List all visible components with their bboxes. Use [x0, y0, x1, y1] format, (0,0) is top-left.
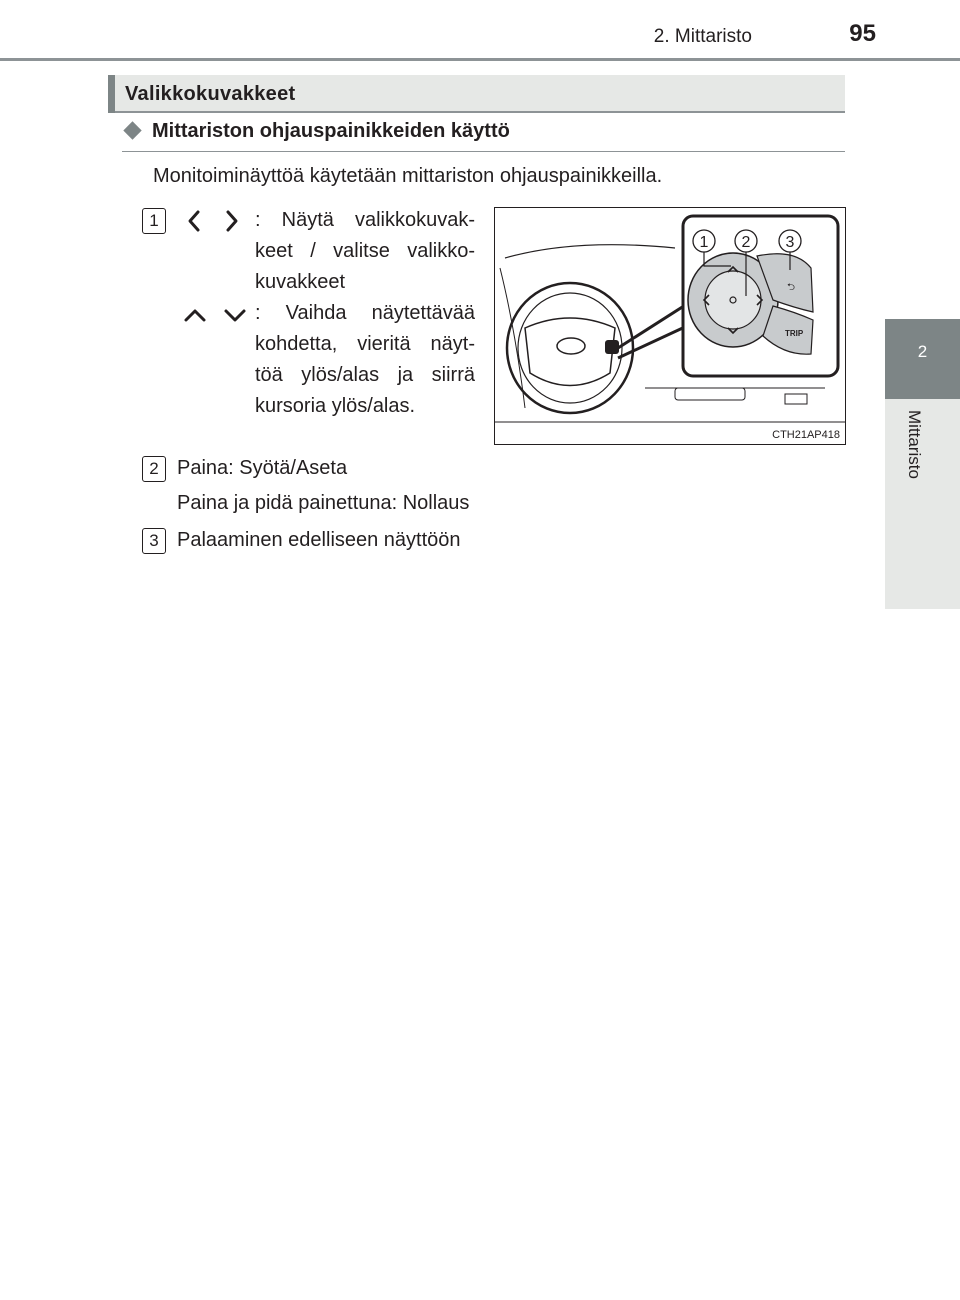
item-number-1: 1: [142, 208, 166, 234]
header-rule: [0, 58, 960, 61]
callout-3: 3: [785, 234, 795, 251]
intro-text: Monitoiminäyttöä käytetään mittariston ohjauspainikkeilla.: [153, 165, 663, 187]
chapter-tab-number: 2: [917, 342, 928, 361]
chevron-down-icon: [226, 311, 244, 320]
steering-wheel-illustration: [494, 207, 846, 445]
section-heading-accent: [108, 75, 115, 113]
chevron-up-icon: [186, 311, 204, 320]
chevron-up-down-icons: [182, 306, 248, 326]
item-2-line-2: Paina ja pidä painettuna: Nollaus: [177, 492, 470, 514]
subsection-rule: [122, 151, 845, 152]
callout-1: 1: [699, 234, 709, 251]
chevron-left-right-icons: [186, 208, 246, 234]
trip-button-label: TRIP: [785, 329, 804, 338]
item-number-3: 3: [142, 528, 166, 554]
svg-text:⮌: ⮌: [787, 282, 796, 293]
callout-2: 2: [741, 234, 751, 251]
subsection-title: Mittariston ohjauspainikkeiden käyttö: [152, 120, 510, 142]
chapter-tab-label: Mittaristo: [905, 410, 924, 479]
item-1-left-right-description: : Näytä valikkokuvak- keet / valitse valikko- kuvakkeet: [255, 209, 475, 293]
chevron-right-icon: [228, 212, 236, 230]
item-1-up-down-description: : Vaihda näytettävää kohdetta, vieritä näyt- töä ylös/alas ja siirrä kursoria ylös/alas.: [255, 302, 475, 417]
item-number-2: 2: [142, 456, 166, 482]
running-header-section: 2. Mittaristo: [653, 26, 752, 47]
page-number: 95: [849, 20, 876, 47]
item-3-line-1: Palaaminen edelliseen näyttöön: [177, 529, 461, 551]
dashboard-drawing: [495, 208, 845, 444]
chevron-left-icon: [190, 212, 198, 230]
item-2-line-1: Paina: Syötä/Aseta: [177, 457, 348, 479]
illustration-code: CTH21AP418: [772, 429, 840, 441]
section-title: Valikkokuvakkeet: [125, 83, 296, 105]
diamond-bullet-icon: [123, 121, 141, 139]
